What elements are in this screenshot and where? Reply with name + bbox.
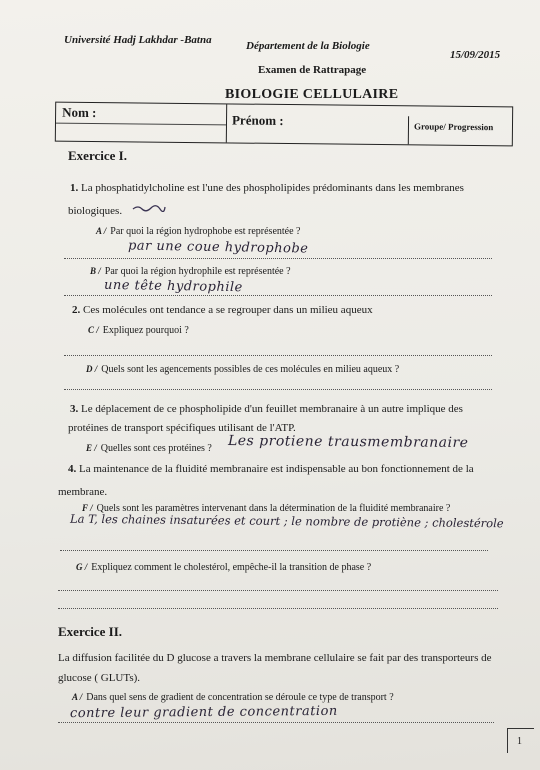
page-number: 1 bbox=[517, 736, 522, 747]
question-a-label: A / bbox=[96, 226, 107, 236]
question-f-label: F / bbox=[82, 503, 93, 513]
q3-text-line1: Le déplacement de ce phospholipide d'un feuillet membranaire à un autre implique des bbox=[81, 403, 463, 415]
ex2-question-a-label: A / bbox=[72, 692, 83, 702]
q4-number: 4. bbox=[68, 463, 77, 475]
student-id-table bbox=[55, 102, 513, 147]
question-b-label: B / bbox=[90, 266, 101, 276]
table-divider bbox=[56, 123, 226, 126]
university-name: Université Hadj Lakhdar -Batna bbox=[64, 34, 212, 46]
question-f-text: Quels sont les paramètres intervenant dans la détermination de la fluidité membranaire ? bbox=[96, 503, 451, 514]
question-d-label: D / bbox=[86, 364, 98, 374]
question-b bbox=[90, 266, 291, 277]
prenom-label: Prénom : bbox=[231, 112, 284, 128]
table-divider bbox=[408, 116, 409, 144]
exercise-1-title: Exercice I. bbox=[68, 148, 127, 163]
question-b-text: Par quoi la région hydrophile est représentée ? bbox=[104, 266, 291, 277]
question-d-text: Quels sont les agencements possibles de ces molécules en milieu aqueux ? bbox=[101, 364, 400, 375]
department-name: Département de la Biologie bbox=[246, 40, 370, 52]
q4-text-line2: membrane. bbox=[58, 486, 108, 498]
question-e-text: Quelles sont ces protéines ? bbox=[100, 443, 212, 454]
answer-line bbox=[58, 608, 498, 609]
ex2-text-line2: glucose ( GLUTs). bbox=[58, 672, 141, 684]
question-d bbox=[86, 364, 399, 375]
exam-date: 15/09/2015 bbox=[450, 49, 501, 61]
answer-line bbox=[58, 722, 494, 723]
answer-line bbox=[64, 355, 492, 356]
answer-line bbox=[64, 295, 492, 296]
question-e bbox=[86, 443, 212, 454]
q4-text-line1: La maintenance de la fluidité membranaire est indispensable au bon fonctionnement de la bbox=[79, 463, 474, 475]
answer-f: La T, les chaines insaturées et court ; le nombre de protiène ; cholestérole bbox=[69, 511, 504, 531]
q2-text bbox=[72, 304, 373, 316]
answer-line bbox=[64, 258, 492, 259]
ex2-text-line1: La diffusion facilitée du D glucose a travers la membrane cellulaire se fait par des transporteurs de bbox=[58, 652, 492, 664]
ex2-question-a-text: Dans quel sens de gradient de concentration se déroule ce type de transport ? bbox=[86, 692, 394, 703]
table-divider bbox=[226, 104, 228, 142]
answer-a: par une coue hydrophobe bbox=[127, 238, 309, 257]
answer-line bbox=[58, 590, 498, 591]
answer-line bbox=[64, 389, 492, 390]
question-g bbox=[76, 562, 371, 573]
answer-b: une tête hydrophile bbox=[103, 277, 243, 296]
q1-number: 1. bbox=[70, 182, 79, 194]
question-g-label: G / bbox=[76, 562, 88, 572]
nom-label: Nom : bbox=[62, 104, 97, 121]
q2-text-body: Ces molécules ont tendance a se regrouper dans un milieu aqueux bbox=[83, 304, 373, 316]
ink-scribble bbox=[132, 204, 166, 212]
question-a-text: Par quoi la région hydrophobe est représentée ? bbox=[110, 226, 301, 237]
question-c-label: C / bbox=[88, 325, 99, 335]
answer-e: Les protiene trausmembranaire bbox=[227, 432, 469, 452]
question-e-label: E / bbox=[86, 443, 97, 453]
q3-text bbox=[70, 403, 463, 415]
ex2-question-a bbox=[72, 692, 394, 703]
exam-title: BIOLOGIE CELLULAIRE bbox=[225, 87, 399, 102]
ex2-answer-a: contre leur gradient de concentration bbox=[69, 703, 338, 722]
q3-number: 3. bbox=[70, 403, 79, 415]
exam-type: Examen de Rattrapage bbox=[258, 64, 367, 76]
question-a bbox=[96, 226, 300, 237]
answer-line bbox=[60, 550, 488, 551]
exercise-2-title: Exercice II. bbox=[58, 624, 123, 639]
question-c-text: Expliquez pourquoi ? bbox=[102, 325, 189, 336]
q1-text bbox=[70, 182, 464, 194]
question-g-text: Expliquez comment le cholestérol, empêche-il la transition de phase ? bbox=[91, 562, 372, 573]
question-c bbox=[88, 325, 189, 336]
q4-text bbox=[68, 463, 474, 475]
groupe-label: Groupe/ Progression bbox=[413, 121, 494, 133]
q1-text-line2: biologiques. bbox=[68, 205, 123, 217]
q3-text-line2: protéines de transport spécifiques utilisant de l'ATP. bbox=[68, 422, 296, 434]
q1-text-line1: La phosphatidylcholine est l'une des phospholipides prédominants dans les membranes bbox=[81, 182, 464, 194]
q2-number: 2. bbox=[72, 304, 81, 316]
